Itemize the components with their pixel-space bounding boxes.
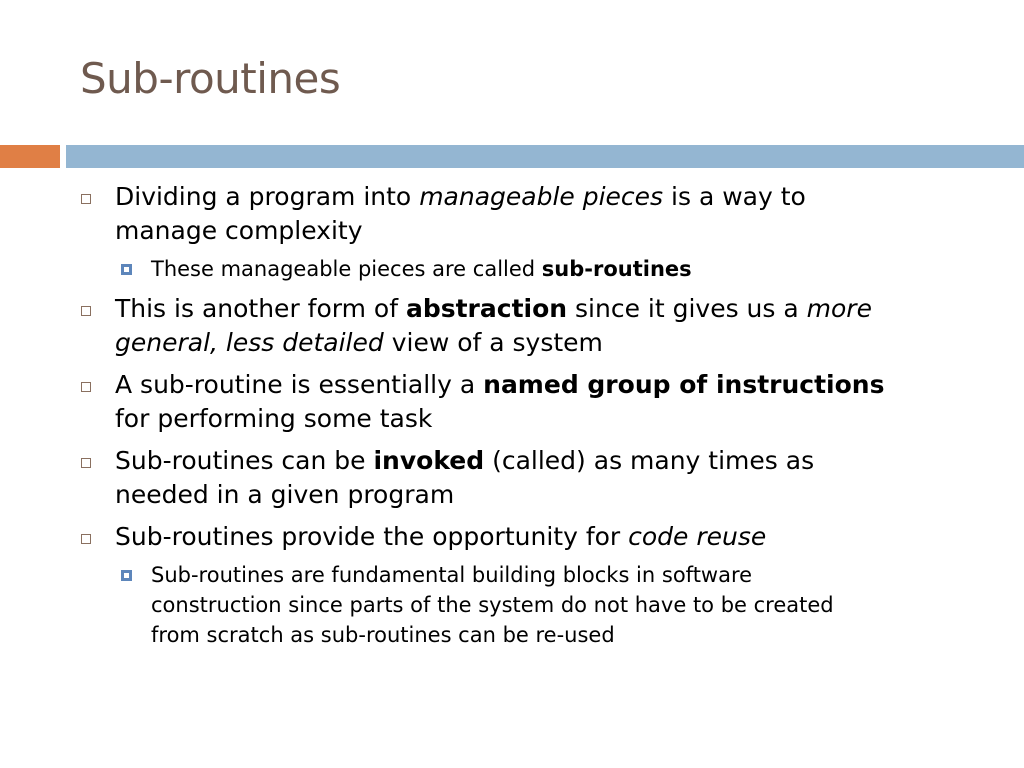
bullet-2 bbox=[0, 292, 1024, 360]
sub-bullet-5-1-line-1: Sub-routines are fundamental building blocks in software bbox=[151, 563, 753, 587]
sub-bullet-1-1 bbox=[0, 254, 1024, 284]
bullet-3-line-1: A sub-routine is essentially a named group of instructions bbox=[115, 370, 885, 399]
bullet-5-line-1: Sub-routines provide the opportunity for code reuse bbox=[115, 522, 767, 551]
slide-body bbox=[0, 180, 1024, 658]
emphasis: manageable pieces bbox=[419, 182, 664, 211]
bullet-1 bbox=[0, 180, 1024, 248]
title-rule bbox=[66, 145, 1024, 168]
bold-term: abstraction bbox=[405, 294, 568, 323]
hollow-square-bullet-icon bbox=[81, 306, 91, 316]
bullet-5 bbox=[0, 520, 1024, 554]
bullet-3 bbox=[0, 368, 1024, 436]
hollow-square-bullet-icon bbox=[81, 458, 91, 468]
filled-square-bullet-icon bbox=[121, 264, 132, 275]
bullet-3-line-2: for performing some task bbox=[115, 404, 433, 433]
emphasis: code reuse bbox=[628, 522, 767, 551]
bullet-1-line-2: manage complexity bbox=[115, 216, 363, 245]
bold-term: invoked bbox=[373, 446, 485, 475]
sub-bullet-5-1 bbox=[0, 560, 1024, 650]
title-rule-accent bbox=[0, 145, 60, 168]
hollow-square-bullet-icon bbox=[81, 194, 91, 204]
bold-term: sub-routines bbox=[541, 257, 692, 281]
sub-bullet-1-1-line-1: These manageable pieces are called sub-routines bbox=[151, 257, 692, 281]
emphasis: more bbox=[806, 294, 872, 323]
hollow-square-bullet-icon bbox=[81, 534, 91, 544]
bullet-4 bbox=[0, 444, 1024, 512]
bullet-4-line-1: Sub-routines can be invoked (called) as many times as bbox=[115, 446, 815, 475]
sub-bullet-5-1-line-3: from scratch as sub-routines can be re-used bbox=[151, 623, 615, 647]
bullet-2-line-2: general, less detailed view of a system bbox=[115, 328, 603, 357]
bullet-2-line-1: This is another form of abstraction since it gives us a more bbox=[115, 294, 872, 323]
bullet-4-line-2: needed in a given program bbox=[115, 480, 455, 509]
sub-bullet-5-1-line-2: construction since parts of the system do not have to be created bbox=[151, 593, 834, 617]
slide-title: Sub-routines bbox=[80, 54, 341, 103]
emphasis: general, less detailed bbox=[115, 328, 384, 357]
bold-term: named group of instructions bbox=[483, 370, 885, 399]
bullet-1-line-1: Dividing a program into manageable pieces is a way to bbox=[115, 182, 806, 211]
filled-square-bullet-icon bbox=[121, 570, 132, 581]
hollow-square-bullet-icon bbox=[81, 382, 91, 392]
